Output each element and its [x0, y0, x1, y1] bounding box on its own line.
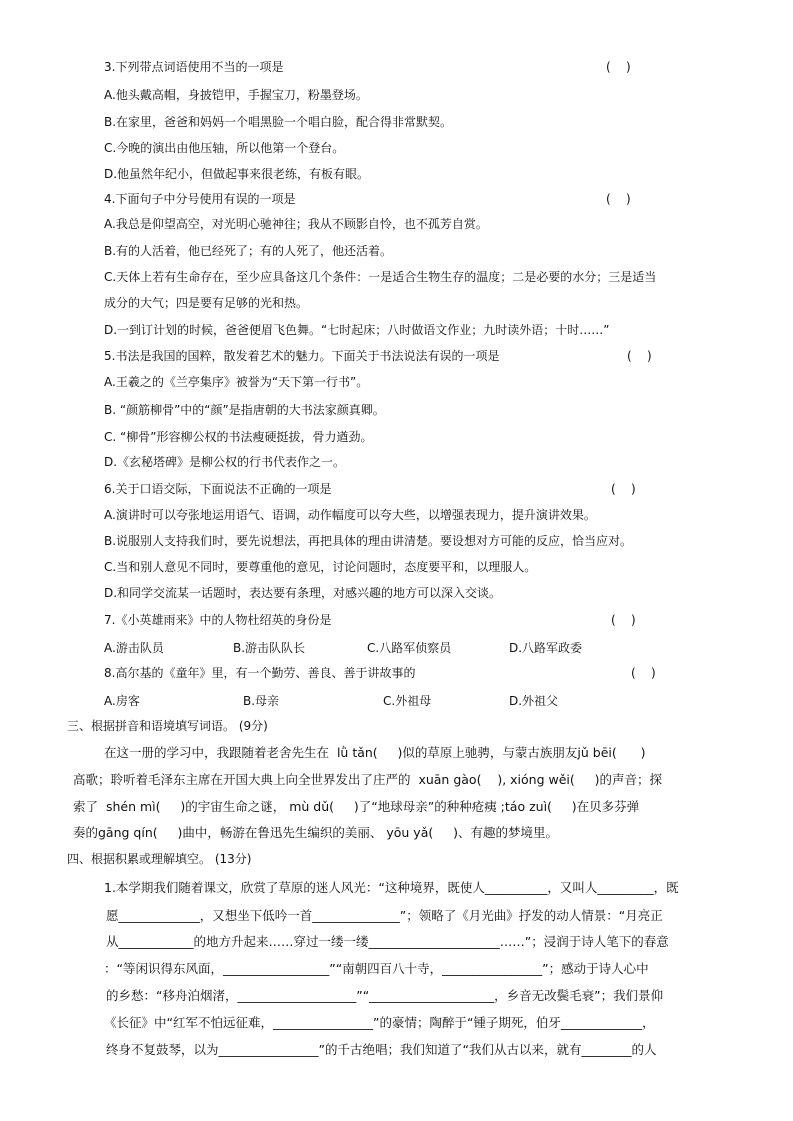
answer-paren-3[interactable]: ( ): [606, 60, 631, 74]
option-6c: C.当和别人意见不同时，要尊重他的意见，讨论问题时，态度要平和，以理服人。: [104, 560, 537, 574]
section-4-line-5: 的乡愁：“移舟泊烟渚，___________________”“____________________，乡音无改鬓毛衰”；我们景仰: [106, 988, 664, 1003]
question-8-stem: 8.高尔基的《童年》里，有一个勤劳、善良、善于讲故事的: [104, 666, 416, 680]
option-6d: D.和同学交流某一话题时，表达要有条理，对感兴趣的地方可以深入交谈。: [104, 586, 502, 600]
option-7c: C.八路军侦察员: [367, 641, 452, 655]
option-8a: A.房客: [104, 694, 140, 708]
option-8d: D.外祖父: [509, 694, 559, 708]
section-4-heading: 四、根据积累或理解填空。 (13分): [67, 852, 252, 866]
section-3-line-1: 在这一册的学习中，我跟随着老舍先生在 lǜ tǎn( )似的草原上驰骋，与蒙古族朋友jǔ bēi( ): [104, 745, 646, 760]
option-6a: A.演讲时可以夸张地运用语气、语调，动作幅度可以夸大些，以增强表现力，提升演讲效果。: [104, 508, 596, 522]
section-4-line-3: 从____________的地方升起来……穿过一缕一缕_____________________……”；浸润于诗人笔下的春意: [106, 934, 669, 949]
option-7a: A.游击队员: [104, 641, 164, 655]
section-4-line-7: 终身不复鼓琴，以为________________”的千古绝唱；我们知道了“我们从古以来，就有________的人: [106, 1042, 657, 1057]
option-8b: B.母亲: [243, 694, 280, 708]
question-6-stem: 6.关于口语交际，下面说法不正确的一项是: [104, 482, 332, 496]
option-5c: C. “柳骨”形容柳公权的书法瘦硬挺拔，骨力遒劲。: [104, 430, 373, 444]
section-3-line-2: 高歌；聆听着毛泽东主席在开国大典上向全世界发出了庄严的 xuān gào( ), xióng wěi( )的声音；探: [73, 772, 663, 787]
option-5d: D.《玄秘塔碑》是柳公权的行书代表作之一。: [104, 455, 346, 469]
option-8c: C.外祖母: [383, 694, 432, 708]
section-4-line-6: 《长征》中“红军不怕远征难，________________”的豪情；陶醉于“锺子期死，伯牙_____________，: [104, 1015, 655, 1030]
option-4b: B.有的人活着，他已经死了；有的人死了，他还活着。: [104, 244, 393, 258]
option-3d: D.他虽然年纪小，但做起事来很老练，有板有眼。: [104, 167, 370, 181]
section-4-line-4: ：“等闲识得东风面，_________________”“南朝四百八十寺，________________”；感动于诗人心中: [104, 961, 649, 976]
option-4d: D.一到订计划的时候，爸爸便眉飞色舞。“七时起床；八时做语文作业；九时读外语；十时……”: [104, 323, 610, 337]
option-3a: A.他头戴高帽，身披铠甲，手握宝刀，粉墨登场。: [104, 88, 368, 102]
answer-paren-6[interactable]: ( ): [611, 482, 636, 496]
question-4-stem: 4.下面句子中分号使用有误的一项是: [104, 192, 296, 206]
section-3-heading: 三、根据拼音和语境填写词语。 (9分): [67, 719, 268, 733]
question-7-stem: 7.《小英雄雨来》中的人物杜绍英的身份是: [104, 613, 332, 627]
option-3b: B.在家里，爸爸和妈妈一个唱黑脸一个唱白脸，配合得非常默契。: [104, 115, 453, 129]
section-3-line-4: 奏的gāng qín( )曲中，畅游在鲁迅先生编织的美丽、 yōu yǎ( )、有趣的梦境里。: [73, 825, 558, 840]
question-5-stem: 5.书法是我国的国粹，散发着艺术的魅力。下面关于书法说法有误的一项是: [104, 349, 500, 363]
section-4-line-1: 1.本学期我们随着课文，欣赏了草原的迷人风光：“这种境界，既使人__________，又叫人_________，既: [104, 880, 679, 895]
option-3c: C.今晚的演出由他压轴，所以他第一个登台。: [104, 141, 345, 155]
option-4c-line2: 成分的大气；四是要有足够的光和热。: [104, 296, 309, 310]
answer-paren-8[interactable]: ( ): [631, 666, 656, 680]
option-4a: A.我总是仰望高空，对光明心驰神往；我从不顾影自怜，也不孤芳自赏。: [104, 217, 488, 231]
answer-paren-7[interactable]: ( ): [611, 613, 636, 627]
section-3-line-3: 索了 shén mì( )的宇宙生命之谜， mù dǔ( )了“地球母亲”的种种疮痍 ;táo zuì( )在贝多芬弹: [73, 799, 640, 814]
option-6b: B.说服别人支持我们时，要先说想法，再把具体的理由讲清楚。要设想对方可能的反应，恰当应对。: [104, 534, 633, 548]
answer-paren-4[interactable]: ( ): [606, 192, 631, 206]
option-5a: A.王羲之的《兰亭集序》被誉为“天下第一行书”。: [104, 375, 369, 389]
section-4-line-2: 愿_____________，又想坐下低吟一首______________”；领略了《月光曲》抒发的动人情景：“月亮正: [106, 908, 663, 923]
option-4c-line1: C.天体上若有生命存在，至少应具备这几个条件：一是适合生物生存的温度；二是必要的水分；三是适当: [104, 270, 657, 284]
question-3-stem: 3.下列带点词语使用不当的一项是: [104, 60, 284, 74]
option-7b: B.游击队队长: [233, 641, 306, 655]
option-5b: B. “颜筋柳骨”中的“颜”是指唐朝的大书法家颜真卿。: [104, 403, 385, 417]
answer-paren-5[interactable]: ( ): [627, 349, 652, 363]
option-7d: D.八路军政委: [509, 641, 583, 655]
